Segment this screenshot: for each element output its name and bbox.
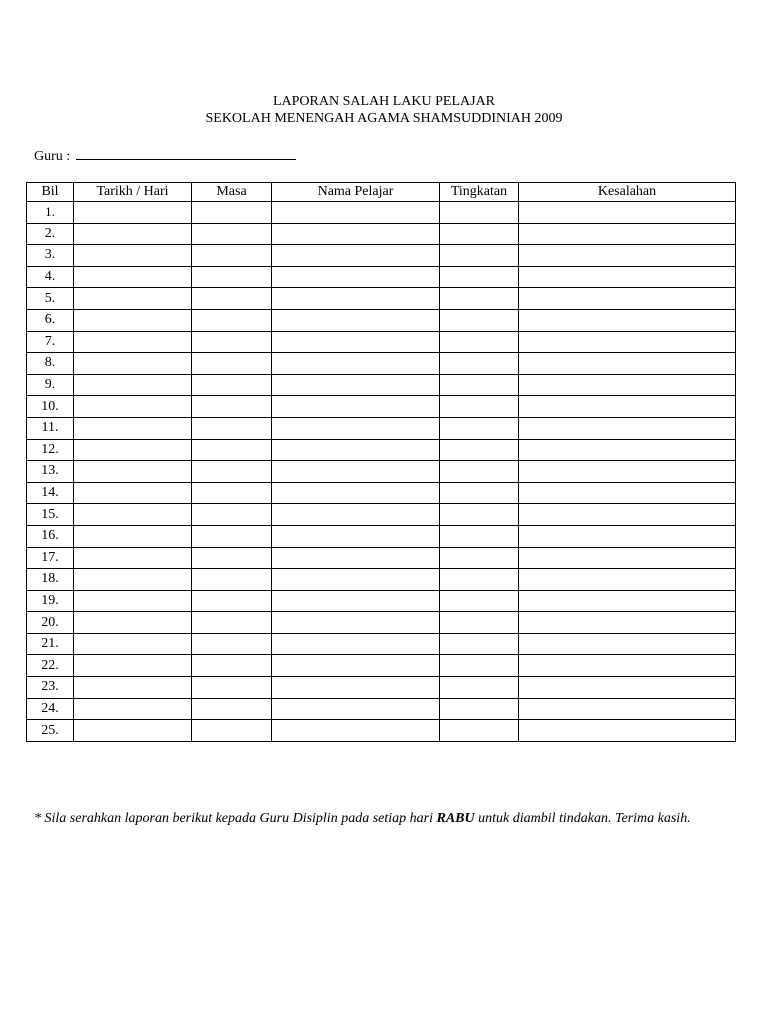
cell-kesalahan[interactable] (519, 353, 736, 375)
cell-nama-pelajar[interactable] (272, 612, 440, 634)
cell-tarikh-hari[interactable] (74, 482, 192, 504)
cell-masa[interactable] (192, 677, 272, 699)
row-number: 21. (27, 633, 74, 655)
cell-tarikh-hari[interactable] (74, 612, 192, 634)
cell-nama-pelajar[interactable] (272, 504, 440, 526)
report-title: LAPORAN SALAH LAKU PELAJAR (272, 94, 496, 109)
row-number: 13. (27, 461, 74, 483)
cell-kesalahan[interactable] (519, 439, 736, 461)
cell-nama-pelajar[interactable] (272, 720, 440, 742)
cell-masa[interactable] (192, 331, 272, 353)
cell-tingkatan[interactable] (440, 461, 519, 483)
cell-tingkatan[interactable] (440, 245, 519, 267)
cell-tarikh-hari[interactable] (74, 569, 192, 591)
table-row (27, 439, 736, 461)
cell-masa[interactable] (192, 569, 272, 591)
table-row (27, 504, 736, 526)
cell-kesalahan[interactable] (519, 396, 736, 418)
table-row (27, 266, 736, 288)
cell-kesalahan[interactable] (519, 374, 736, 396)
table-row (27, 374, 736, 396)
table-row (27, 288, 736, 310)
table-row (27, 396, 736, 418)
cell-nama-pelajar[interactable] (272, 245, 440, 267)
cell-masa[interactable] (192, 396, 272, 418)
cell-tarikh-hari[interactable] (74, 396, 192, 418)
cell-tingkatan[interactable] (440, 590, 519, 612)
cell-nama-pelajar[interactable] (272, 569, 440, 591)
cell-tingkatan[interactable] (440, 547, 519, 569)
cell-masa[interactable] (192, 439, 272, 461)
table-row (27, 612, 736, 634)
cell-masa[interactable] (192, 482, 272, 504)
cell-nama-pelajar[interactable] (272, 353, 440, 375)
cell-kesalahan[interactable] (519, 223, 736, 245)
cell-kesalahan[interactable] (519, 309, 736, 331)
cell-kesalahan[interactable] (519, 417, 736, 439)
row-number: 7. (27, 331, 74, 353)
cell-masa[interactable] (192, 417, 272, 439)
instruction-note (34, 810, 732, 828)
table-row (27, 720, 736, 742)
row-number: 25. (27, 720, 74, 742)
cell-masa[interactable] (192, 374, 272, 396)
table-row (27, 482, 736, 504)
table-row (27, 353, 736, 375)
cell-masa[interactable] (192, 633, 272, 655)
row-number: 10. (27, 396, 74, 418)
table-header-row (27, 183, 736, 202)
guru-field (34, 146, 296, 165)
cell-nama-pelajar[interactable] (272, 677, 440, 699)
cell-tarikh-hari[interactable] (74, 525, 192, 547)
cell-kesalahan[interactable] (519, 677, 736, 699)
cell-tingkatan[interactable] (440, 655, 519, 677)
cell-nama-pelajar[interactable] (272, 655, 440, 677)
table-row (27, 698, 736, 720)
cell-tingkatan[interactable] (440, 266, 519, 288)
cell-nama-pelajar[interactable] (272, 698, 440, 720)
cell-tingkatan[interactable] (440, 525, 519, 547)
row-number: 14. (27, 482, 74, 504)
cell-kesalahan[interactable] (519, 266, 736, 288)
header-tingkatan: Tingkatan (440, 183, 519, 202)
cell-nama-pelajar[interactable] (272, 461, 440, 483)
cell-tarikh-hari[interactable] (74, 698, 192, 720)
cell-kesalahan[interactable] (519, 331, 736, 353)
cell-masa[interactable] (192, 720, 272, 742)
cell-nama-pelajar[interactable] (272, 331, 440, 353)
row-number: 24. (27, 698, 74, 720)
cell-tarikh-hari[interactable] (74, 720, 192, 742)
cell-tarikh-hari[interactable] (74, 504, 192, 526)
note-emphasis-day: RABU (436, 811, 475, 826)
note-text-start: * Sila serahkan laporan berikut kepada Guru Disiplin pada setiap hari (34, 811, 437, 826)
table-row (27, 590, 736, 612)
cell-tingkatan[interactable] (440, 504, 519, 526)
row-number: 19. (27, 590, 74, 612)
cell-masa[interactable] (192, 590, 272, 612)
cell-kesalahan[interactable] (519, 245, 736, 267)
cell-masa[interactable] (192, 612, 272, 634)
cell-tingkatan[interactable] (440, 202, 519, 224)
table-row (27, 547, 736, 569)
header-nama-pelajar: Nama Pelajar (272, 183, 440, 202)
cell-nama-pelajar[interactable] (272, 525, 440, 547)
cell-nama-pelajar[interactable] (272, 266, 440, 288)
cell-tingkatan[interactable] (440, 288, 519, 310)
cell-tingkatan[interactable] (440, 612, 519, 634)
note-text-end: untuk diambil tindakan. Terima kasih. (474, 811, 691, 826)
cell-kesalahan[interactable] (519, 547, 736, 569)
cell-kesalahan[interactable] (519, 482, 736, 504)
cell-tingkatan[interactable] (440, 677, 519, 699)
cell-tingkatan[interactable] (440, 417, 519, 439)
cell-tarikh-hari[interactable] (74, 223, 192, 245)
table-row (27, 202, 736, 224)
cell-tarikh-hari[interactable] (74, 331, 192, 353)
row-number: 4. (27, 266, 74, 288)
cell-tarikh-hari[interactable] (74, 633, 192, 655)
row-number: 5. (27, 288, 74, 310)
cell-tingkatan[interactable] (440, 223, 519, 245)
cell-masa[interactable] (192, 525, 272, 547)
cell-tingkatan[interactable] (440, 309, 519, 331)
cell-tingkatan[interactable] (440, 698, 519, 720)
cell-masa[interactable] (192, 202, 272, 224)
cell-kesalahan[interactable] (519, 633, 736, 655)
cell-tingkatan[interactable] (440, 569, 519, 591)
row-number: 8. (27, 353, 74, 375)
cell-masa[interactable] (192, 245, 272, 267)
cell-nama-pelajar[interactable] (272, 288, 440, 310)
row-number: 3. (27, 245, 74, 267)
row-number: 9. (27, 374, 74, 396)
cell-tarikh-hari[interactable] (74, 309, 192, 331)
row-number: 1. (27, 202, 74, 224)
cell-nama-pelajar[interactable] (272, 633, 440, 655)
misconduct-table (26, 182, 736, 742)
cell-nama-pelajar[interactable] (272, 482, 440, 504)
cell-kesalahan[interactable] (519, 504, 736, 526)
row-number: 15. (27, 504, 74, 526)
table-row (27, 461, 736, 483)
cell-masa[interactable] (192, 698, 272, 720)
cell-masa[interactable] (192, 353, 272, 375)
cell-kesalahan[interactable] (519, 461, 736, 483)
cell-tingkatan[interactable] (440, 633, 519, 655)
cell-nama-pelajar[interactable] (272, 223, 440, 245)
cell-kesalahan[interactable] (519, 698, 736, 720)
row-number: 16. (27, 525, 74, 547)
row-number: 2. (27, 223, 74, 245)
table-row (27, 525, 736, 547)
cell-tingkatan[interactable] (440, 482, 519, 504)
table-row (27, 417, 736, 439)
cell-masa[interactable] (192, 223, 272, 245)
cell-masa[interactable] (192, 309, 272, 331)
row-number: 17. (27, 547, 74, 569)
cell-tarikh-hari[interactable] (74, 245, 192, 267)
cell-tingkatan[interactable] (440, 353, 519, 375)
cell-nama-pelajar[interactable] (272, 374, 440, 396)
cell-nama-pelajar[interactable] (272, 202, 440, 224)
row-number: 22. (27, 655, 74, 677)
cell-tarikh-hari[interactable] (74, 374, 192, 396)
cell-nama-pelajar[interactable] (272, 417, 440, 439)
cell-masa[interactable] (192, 461, 272, 483)
row-number: 20. (27, 612, 74, 634)
cell-tingkatan[interactable] (440, 374, 519, 396)
table-row (27, 569, 736, 591)
table-row (27, 309, 736, 331)
cell-kesalahan[interactable] (519, 525, 736, 547)
cell-masa[interactable] (192, 266, 272, 288)
header-kesalahan: Kesalahan (519, 183, 736, 202)
cell-tarikh-hari[interactable] (74, 417, 192, 439)
table-row (27, 633, 736, 655)
cell-nama-pelajar[interactable] (272, 547, 440, 569)
header-masa: Masa (192, 183, 272, 202)
cell-tarikh-hari[interactable] (74, 461, 192, 483)
guru-blank-line[interactable] (76, 146, 296, 160)
table-row (27, 655, 736, 677)
cell-kesalahan[interactable] (519, 720, 736, 742)
cell-kesalahan[interactable] (519, 612, 736, 634)
cell-tingkatan[interactable] (440, 439, 519, 461)
cell-tarikh-hari[interactable] (74, 288, 192, 310)
cell-tingkatan[interactable] (440, 396, 519, 418)
cell-kesalahan[interactable] (519, 590, 736, 612)
cell-nama-pelajar[interactable] (272, 396, 440, 418)
cell-tarikh-hari[interactable] (74, 266, 192, 288)
cell-tarikh-hari[interactable] (74, 439, 192, 461)
row-number: 12. (27, 439, 74, 461)
cell-tarikh-hari[interactable] (74, 353, 192, 375)
table-row (27, 331, 736, 353)
cell-nama-pelajar[interactable] (272, 309, 440, 331)
cell-tarikh-hari[interactable] (74, 590, 192, 612)
cell-nama-pelajar[interactable] (272, 590, 440, 612)
cell-masa[interactable] (192, 655, 272, 677)
guru-label: Guru : (34, 149, 71, 164)
cell-tarikh-hari[interactable] (74, 655, 192, 677)
row-number: 18. (27, 569, 74, 591)
row-number: 11. (27, 417, 74, 439)
header-tarikh-hari: Tarikh / Hari (74, 183, 192, 202)
row-number: 6. (27, 309, 74, 331)
cell-kesalahan[interactable] (519, 288, 736, 310)
cell-tarikh-hari[interactable] (74, 202, 192, 224)
cell-masa[interactable] (192, 288, 272, 310)
cell-tingkatan[interactable] (440, 331, 519, 353)
table-row (27, 677, 736, 699)
cell-nama-pelajar[interactable] (272, 439, 440, 461)
table-row (27, 245, 736, 267)
cell-kesalahan[interactable] (519, 569, 736, 591)
cell-kesalahan[interactable] (519, 202, 736, 224)
cell-masa[interactable] (192, 504, 272, 526)
cell-tarikh-hari[interactable] (74, 547, 192, 569)
cell-kesalahan[interactable] (519, 655, 736, 677)
header-bil: Bil (27, 183, 74, 202)
cell-tingkatan[interactable] (440, 720, 519, 742)
cell-masa[interactable] (192, 547, 272, 569)
cell-tarikh-hari[interactable] (74, 677, 192, 699)
school-name: SEKOLAH MENENGAH AGAMA SHAMSUDDINIAH 2009 (205, 111, 563, 126)
table-row (27, 223, 736, 245)
row-number: 23. (27, 677, 74, 699)
